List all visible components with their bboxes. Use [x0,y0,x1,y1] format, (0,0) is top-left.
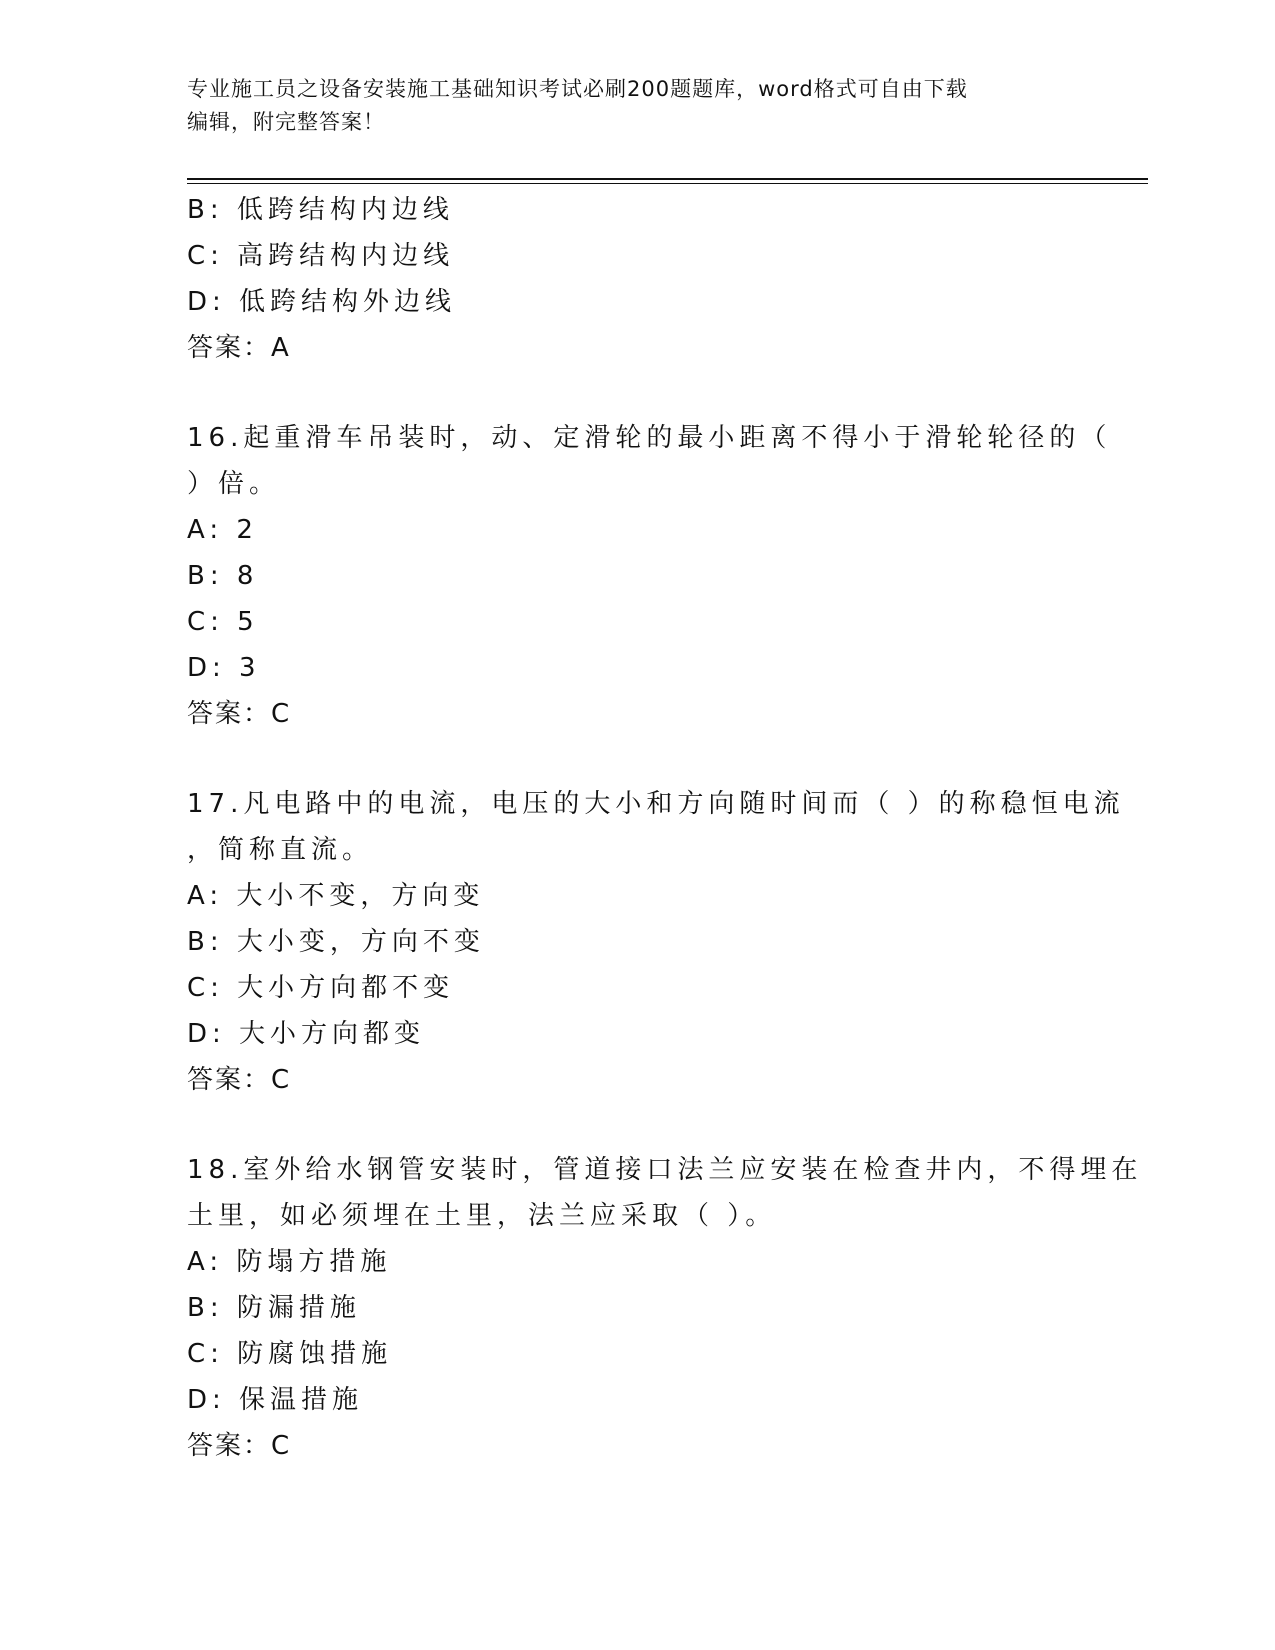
header-divider-thick [187,178,1148,180]
option-b: B: 8 [187,561,259,591]
option-c: C: 高跨结构内边线 [187,241,455,271]
option-d: D: 大小方向都变 [187,1019,426,1049]
question-stem-line: ，简称直流。 [187,835,374,865]
option-b: B: 低跨结构内边线 [187,195,454,225]
question-stem-line: 18.室外给水钢管安装时，管道接口法兰应安装在检查井内，不得埋在 [187,1155,1143,1185]
question-stem-line: ）倍。 [187,469,281,499]
question-17 [187,781,1125,1103]
option-d: D: 保温措施 [187,1385,364,1415]
question-stem-line: 土里，如必须埋在土里，法兰应采取（ ）。 [187,1201,777,1231]
option-c: C: 5 [187,607,259,637]
header-divider-thin [187,183,1148,184]
question-list [187,187,1143,1469]
header-line-1: 专业施工员之设备安装施工基础知识考试必刷200题题库，word格式可自由下载 [187,77,968,101]
question-18 [187,1147,1143,1469]
header-line-2: 编辑，附完整答案！ [187,110,385,134]
answer-line: 答案：C [187,699,292,729]
option-d: D: 低跨结构外边线 [187,287,457,317]
question-15-continued [187,187,1087,371]
option-a: A: 2 [187,515,258,545]
answer-line: 答案：C [187,1431,292,1461]
question-stem-line: 17.凡电路中的电流，电压的大小和方向随时间而（ ）的称稳恒电流 [187,789,1125,819]
option-b: B: 防漏措施 [187,1293,361,1323]
answer-line: 答案：C [187,1065,292,1095]
spacer [187,371,1087,415]
option-a: A: 大小不变，方向变 [187,881,485,911]
option-c: C: 防腐蚀措施 [187,1339,393,1369]
option-b: B: 大小变，方向不变 [187,927,485,957]
document-header [187,73,1067,139]
question-16 [187,415,1112,737]
spacer [187,737,1087,781]
spacer [187,1103,1087,1147]
option-a: A: 防塌方措施 [187,1247,392,1277]
answer-line: 答案：A [187,333,291,363]
question-stem-line: 16.起重滑车吊装时，动、定滑轮的最小距离不得小于滑轮轮径的（ [187,423,1112,453]
option-d: D: 3 [187,653,261,683]
option-c: C: 大小方向都不变 [187,973,455,1003]
